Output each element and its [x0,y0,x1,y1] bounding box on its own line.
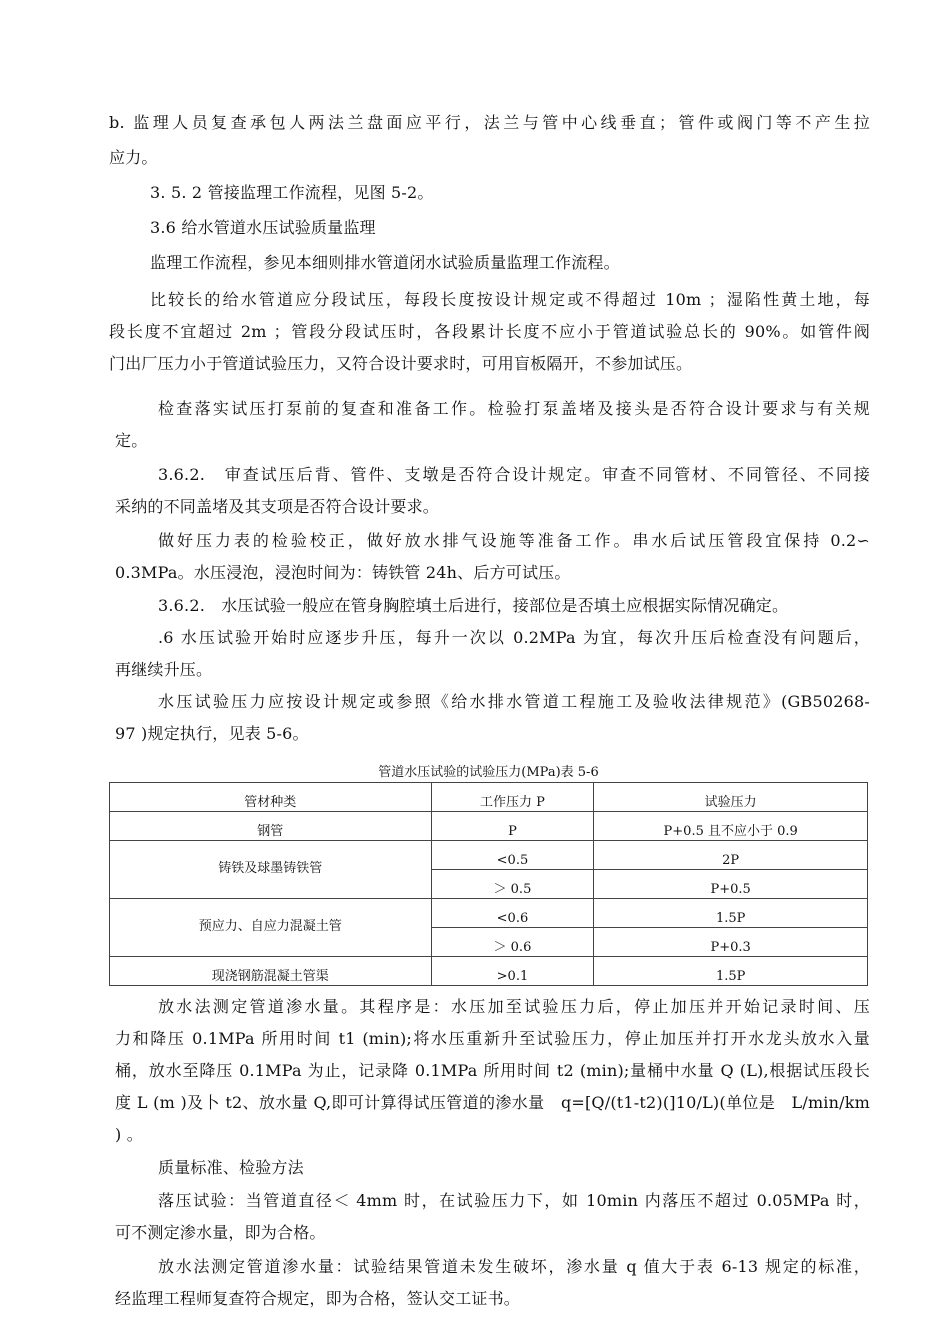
paragraph-result-line2: 经监理工程师复查符合规定，即为合格，签认交工证书。 [115,1289,521,1308]
paragraph-flange-line2: 应力。 [109,148,158,167]
cell-test-pressure: 2P [594,841,868,870]
paragraph-drop-line2: 可不测定渗水量，即为合格。 [115,1223,326,1242]
paragraph-standard-line2: 97 )规定执行，见表 5-6。 [115,724,309,743]
cell-test-pressure: 1.5P [594,899,868,928]
cell-test-pressure: P+0.3 [594,928,868,957]
paragraph-segment-line1: 比较长的给水管道应分段试压，每段长度按设计规定或不得超过 10m ；湿陷性黄土地，每 [150,290,870,309]
paragraph-release-line5: ) 。 [115,1125,143,1144]
paragraph-review-line1: 3.6.2. 审查试压后背、管件、支墩是否符合设计规定。审查不同管材、不同管径、不同接 [158,465,870,484]
paragraph-drop-line1: 落压试验：当管道直径＜ 4mm 时，在试验压力下，如 10min 内落压不超过 0.05MPa 时， [158,1191,870,1210]
cell-test-pressure: 1.5P [594,957,868,986]
cell-material: 预应力、自应力混凝土管 [110,899,432,957]
paragraph-release-line1: 放水法测定管道渗水量。其程序是：水压加至试验压力后，停止加压并开始记录时间、压 [158,997,870,1016]
cell-work-pressure: <0.6 [431,899,594,928]
section-heading-quality: 质量标准、检验方法 [158,1158,304,1177]
cell-test-pressure: P+0.5 且不应小于 0.9 [594,812,868,841]
cell-work-pressure: ＞ 0.5 [431,870,594,899]
paragraph-check-line2: 定。 [115,431,148,450]
cell-material: 钢管 [110,812,432,841]
section-heading-3-6: 3.6 给水管道水压试验质量监理 [150,218,376,237]
header-material: 管材种类 [110,783,432,812]
paragraph-workflow: 监理工作流程，参见本细则排水管道闭水试验质量监理工作流程。 [150,253,620,272]
paragraph-segment-line2: 段长度不宜超过 2m ；管段分段试压时，各段累计长度不应小于管道试验总长的 90%。如管件阀 [109,322,870,341]
table-row [110,957,868,986]
paragraph-gauge-line2: 0.3MPa。水压浸泡，浸泡时间为：铸铁管 24h、后方可试压。 [115,563,571,582]
cell-test-pressure: P+0.5 [594,870,868,899]
cell-work-pressure: <0.5 [431,841,594,870]
cell-work-pressure: P [431,812,594,841]
cell-work-pressure: ＞ 0.6 [431,928,594,957]
paragraph-segment-line3: 门出厂压力小于管道试验压力，又符合设计要求时，可用盲板隔开，不参加试压。 [109,354,693,373]
cell-material: 铸铁及球墨铸铁管 [110,841,432,899]
paragraph-release-line2: 力和降压 0.1MPa 所用时间 t1 (min);将水压重新升至试验压力，停止加压并打开水龙头放水入量 [115,1029,870,1048]
header-work-pressure: 工作压力 P [431,783,594,812]
paragraph-pipe-flow: 3. 5. 2 管接监理工作流程，见图 5-2。 [150,183,434,202]
pressure-table [109,782,868,986]
paragraph-flange-line1: b. 监理人员复查承包人两法兰盘面应平行，法兰与管中心线垂直；管件或阀门等不产生拉 [109,113,870,132]
table-row [110,899,868,928]
paragraph-result-line1: 放水法测定管道渗水量：试验结果管道未发生破坏，渗水量 q 值大于表 6-13 规定的标准， [158,1257,870,1276]
paragraph-pressure-line1: .6 水压试验开始时应逐步升压，每升一次以 0.2MPa 为宜，每次升压后检查没有问题后， [158,628,870,647]
paragraph-release-line3: 桶，放水至降压 0.1MPa 为止，记录降 0.1MPa 所用时间 t2 (min);量桶中水量 Q (L),根据试压段长 [115,1061,870,1080]
paragraph-check-line1: 检查落实试压打泵前的复查和准备工作。检验打泵盖堵及接头是否符合设计要求与有关规 [158,399,870,418]
paragraph-gauge-line1: 做好压力表的检验校正，做好放水排气设施等准备工作。串水后试压管段宜保持 0.2∽ [158,531,870,550]
table-row [110,841,868,870]
table-header-row [110,783,868,812]
paragraph-pressure-line2: 再继续升压。 [115,660,213,679]
header-test-pressure: 试验压力 [594,783,868,812]
table-caption: 管道水压试验的试验压力(MPa)表 5-6 [378,765,599,780]
paragraph-review-line2: 采纳的不同盖堵及其支项是否符合设计要求。 [115,497,440,516]
paragraph-standard-line1: 水压试验压力应按设计规定或参照《给水排水管道工程施工及验收法律规范》(GB50268- [158,692,870,711]
paragraph-release-line4: 度 L (m )及卜 t2、放水量 Q,即可计算得试压管道的渗水量 q=[Q/(t1-t2)(]10/L)(单位是 L/min/km [115,1093,870,1112]
cell-material: 现浇钢筋混凝土管渠 [110,957,432,986]
cell-work-pressure: >0.1 [431,957,594,986]
table-row [110,812,868,841]
paragraph-hydro-test: 3.6.2. 水压试验一般应在管身胸腔填土后进行，接部位是否填土应根据实际情况确定。 [158,596,789,615]
